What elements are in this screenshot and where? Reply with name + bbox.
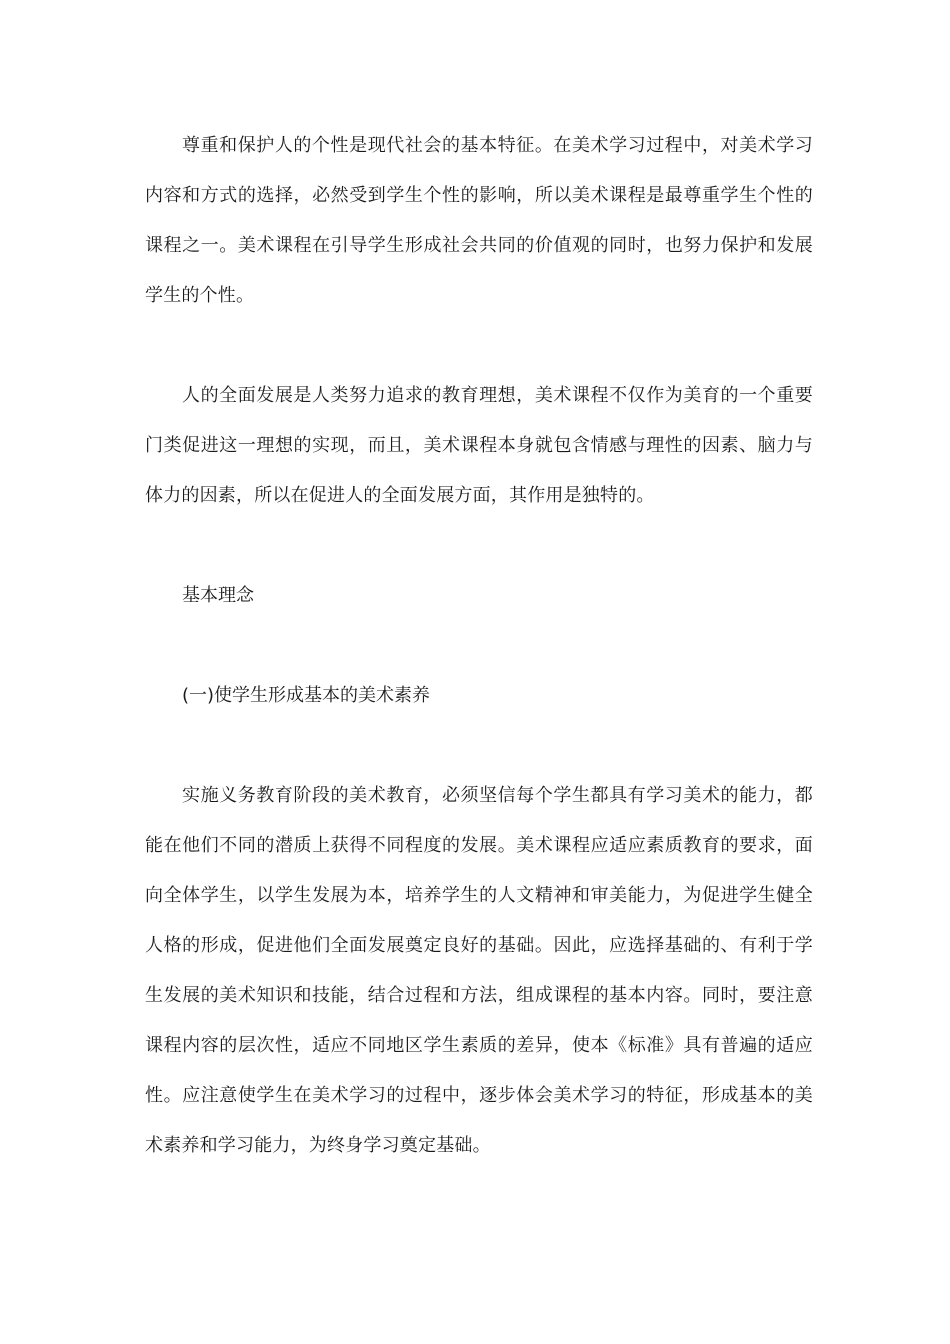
paragraph-personality: 尊重和保护人的个性是现代社会的基本特征。在美术学习过程中，对美术学习内容和方式的选择，必然受到学生个性的影响，所以美术课程是最尊重学生个性的课程之一。美术课程在引导学生形成社会共同的价值观的同时，也努力保护和发展学生的个性。 [145,135,813,306]
document-body [145,121,813,1171]
paragraph-all-round-development: 人的全面发展是人类努力追求的教育理想，美术课程不仅作为美育的一个重要门类促进这一理想的实现，而且，美术课程本身就包含情感与理性的因素、脑力与体力的因素，所以在促进人的全面发展方面，其作用是独特的。 [145,385,813,506]
paragraph-compulsory-education: 实施义务教育阶段的美术教育，必须坚信每个学生都具有学习美术的能力，都能在他们不同的潜质上获得不同程度的发展。美术课程应适应素质教育的要求，面向全体学生，以学生发展为本，培养学生的人文精神和审美能力，为促进学生健全人格的形成，促进他们全面发展奠定良好的基础。因此，应选择基础的、有利于学生发展的美术知识和技能，结合过程和方法，组成课程的基本内容。同时，要注意课程内容的层次性，适应不同地区学生素质的差异，使本《标准》具有普遍的适应性。应注意使学生在美术学习的过程中，逐步体会美术学习的特征，形成基本的美术素养和学习能力，为终身学习奠定基础。 [145,785,813,1156]
section-heading-basic-concepts: 基本理念 [182,585,254,606]
subsection-heading-art-literacy: (一)使学生形成基本的美术素养 [182,685,431,706]
